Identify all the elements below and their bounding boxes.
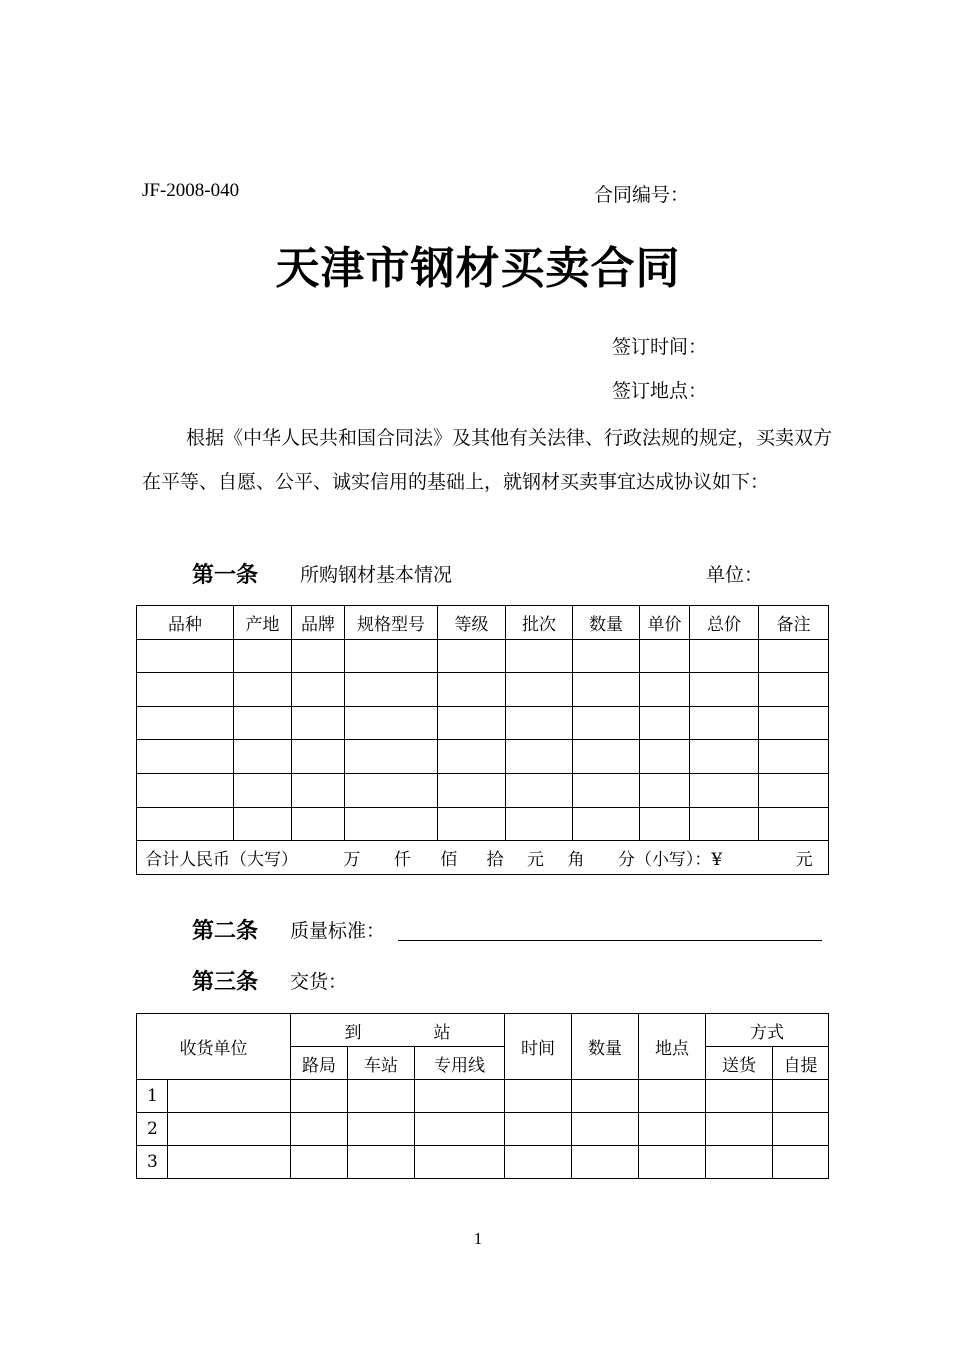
- table-cell[interactable]: [291, 1113, 348, 1146]
- table-cell[interactable]: [505, 1113, 572, 1146]
- header-cell: 等级: [438, 606, 506, 640]
- table-header-row: [137, 606, 829, 640]
- intro-text: 根据《中华人民共和国合同法》及其他有关法律、行政法规的规定，买卖双方在平等、自愿、公平、诚实信用的基础上，就钢材买卖事宜达成协议如下：: [142, 427, 833, 493]
- header-cell: 品种: [137, 606, 234, 640]
- unit-qian: 仟: [393, 849, 411, 870]
- table-cell[interactable]: [773, 1113, 829, 1146]
- unit-bai: 佰: [440, 849, 458, 870]
- table-cell[interactable]: [291, 1146, 348, 1179]
- table-cell[interactable]: [292, 673, 345, 707]
- table-cell[interactable]: [345, 706, 438, 740]
- contract-number-label: 合同编号：: [594, 184, 690, 206]
- table-cell[interactable]: [137, 673, 234, 707]
- method-header: 方式: [706, 1014, 829, 1047]
- table-cell[interactable]: [572, 1113, 639, 1146]
- table-cell[interactable]: [505, 1080, 572, 1113]
- table-cell[interactable]: [572, 1080, 639, 1113]
- table-cell[interactable]: [438, 673, 506, 707]
- table-cell[interactable]: [438, 639, 506, 673]
- table-cell[interactable]: [759, 639, 829, 673]
- table-cell[interactable]: [234, 807, 292, 841]
- total-label: 合计人民币（大写）: [145, 849, 298, 870]
- total-amount-cell[interactable]: [137, 841, 829, 875]
- table-cell[interactable]: [137, 807, 234, 841]
- table-cell[interactable]: [234, 673, 292, 707]
- unit-yuan: 元: [527, 849, 545, 870]
- table-cell[interactable]: [348, 1146, 415, 1179]
- header-cell: 规格型号: [345, 606, 438, 640]
- table-cell[interactable]: [640, 807, 690, 841]
- to-station-char2: 站: [433, 1022, 451, 1043]
- table-row: [137, 706, 829, 740]
- table-cell[interactable]: [234, 773, 292, 807]
- row-number: 1: [137, 1080, 168, 1113]
- signing-time-label: 签订时间：: [612, 336, 708, 358]
- header-cell: 总价: [690, 606, 759, 640]
- table-cell[interactable]: [234, 740, 292, 774]
- table-row: [137, 807, 829, 841]
- table-cell[interactable]: [690, 740, 759, 774]
- table-cell[interactable]: [345, 639, 438, 673]
- table-cell[interactable]: [438, 706, 506, 740]
- unit-label: 单位：: [706, 564, 764, 586]
- article2-text: 质量标准：: [290, 920, 386, 942]
- page-number: 1: [473, 1229, 483, 1248]
- table-cell[interactable]: [640, 639, 690, 673]
- table-cell[interactable]: [639, 1113, 706, 1146]
- time-header: 时间: [505, 1014, 572, 1080]
- table-cell[interactable]: [345, 773, 438, 807]
- table-row: [137, 673, 829, 707]
- table-cell[interactable]: [292, 740, 345, 774]
- table-row: [137, 1113, 829, 1146]
- table-cell[interactable]: [506, 673, 573, 707]
- table-cell[interactable]: [640, 706, 690, 740]
- table-cell[interactable]: [706, 1113, 773, 1146]
- receiver-header: 收货单位: [137, 1014, 291, 1080]
- table-cell[interactable]: [415, 1146, 505, 1179]
- article3-text: 交货：: [290, 971, 348, 993]
- table-cell[interactable]: [572, 1146, 639, 1179]
- table-cell[interactable]: [706, 1080, 773, 1113]
- table-cell[interactable]: [506, 639, 573, 673]
- article3-heading: 第三条: [192, 970, 259, 995]
- table-cell[interactable]: [506, 773, 573, 807]
- header-cell: 品牌: [292, 606, 345, 640]
- to-station-header: [291, 1014, 505, 1047]
- table-cell[interactable]: [573, 773, 640, 807]
- table-cell[interactable]: [573, 740, 640, 774]
- header-cell: 产地: [234, 606, 292, 640]
- table-cell[interactable]: [759, 740, 829, 774]
- table-cell[interactable]: [137, 639, 234, 673]
- small-amount-label: 分（小写）：¥: [617, 849, 723, 870]
- table-cell[interactable]: [759, 773, 829, 807]
- signing-place-label: 签订地点：: [612, 380, 708, 402]
- table-cell[interactable]: [573, 807, 640, 841]
- table-cell[interactable]: [168, 1113, 291, 1146]
- total-row: [137, 841, 829, 875]
- table-cell[interactable]: [292, 706, 345, 740]
- table-cell[interactable]: [759, 807, 829, 841]
- table-cell[interactable]: [759, 706, 829, 740]
- table-row: [137, 740, 829, 774]
- table-cell[interactable]: [168, 1080, 291, 1113]
- table-cell[interactable]: [438, 807, 506, 841]
- quantity-header: 数量: [572, 1014, 639, 1080]
- unit-wan: 万: [343, 849, 361, 870]
- table-cell[interactable]: [640, 673, 690, 707]
- article1-text: 所购钢材基本情况: [300, 564, 453, 586]
- unit-shi: 拾: [486, 849, 504, 870]
- table-cell[interactable]: [773, 1080, 829, 1113]
- table-cell[interactable]: [438, 773, 506, 807]
- table-cell[interactable]: [234, 639, 292, 673]
- table-cell[interactable]: [345, 673, 438, 707]
- table-cell[interactable]: [348, 1113, 415, 1146]
- table-cell[interactable]: [506, 740, 573, 774]
- table-row: [137, 639, 829, 673]
- intro-paragraph: [142, 416, 832, 504]
- table-cell[interactable]: [345, 807, 438, 841]
- table-cell[interactable]: [640, 740, 690, 774]
- header-cell: 单价: [640, 606, 690, 640]
- steel-info-table: [136, 605, 829, 875]
- header-cell: 批次: [506, 606, 573, 640]
- unit-jiao: 角: [567, 849, 585, 870]
- pickup-header: 自提: [773, 1047, 829, 1080]
- article2-heading: 第二条: [192, 919, 259, 944]
- table-cell[interactable]: [639, 1080, 706, 1113]
- table-cell[interactable]: [690, 706, 759, 740]
- table-cell[interactable]: [639, 1146, 706, 1179]
- article1-heading: 第一条: [192, 563, 259, 588]
- table-cell[interactable]: [292, 639, 345, 673]
- private-line-header: 专用线: [415, 1047, 505, 1080]
- document-code: JF-2008-040: [142, 180, 240, 201]
- table-cell[interactable]: [168, 1146, 291, 1179]
- table-cell[interactable]: [291, 1080, 348, 1113]
- table-cell[interactable]: [573, 639, 640, 673]
- table-cell[interactable]: [506, 706, 573, 740]
- table-cell[interactable]: [348, 1080, 415, 1113]
- delivery-table: [136, 1013, 829, 1179]
- place-header: 地点: [639, 1014, 706, 1080]
- table-cell[interactable]: [690, 673, 759, 707]
- table-header-row: [137, 1014, 829, 1047]
- table-cell[interactable]: [438, 740, 506, 774]
- page-title: 天津市钢材买卖合同: [275, 243, 681, 294]
- table-cell[interactable]: [640, 773, 690, 807]
- table-cell[interactable]: [690, 773, 759, 807]
- table-row: [137, 1080, 829, 1113]
- table-cell[interactable]: [137, 706, 234, 740]
- row-number: 2: [137, 1113, 168, 1146]
- table-cell[interactable]: [506, 807, 573, 841]
- station-header: 车站: [348, 1047, 415, 1080]
- table-cell[interactable]: [573, 673, 640, 707]
- table-cell[interactable]: [137, 773, 234, 807]
- table-cell[interactable]: [690, 639, 759, 673]
- row-number: 3: [137, 1146, 168, 1179]
- table-cell[interactable]: [345, 740, 438, 774]
- table-cell[interactable]: [773, 1146, 829, 1179]
- delivery-header: 送货: [706, 1047, 773, 1080]
- quality-standard-field[interactable]: [398, 940, 822, 941]
- table-cell[interactable]: [690, 807, 759, 841]
- railway-bureau-header: 路局: [291, 1047, 348, 1080]
- table-row: [137, 773, 829, 807]
- table-cell[interactable]: [415, 1113, 505, 1146]
- table-cell[interactable]: [706, 1146, 773, 1179]
- table-cell[interactable]: [573, 706, 640, 740]
- table-row: [137, 1146, 829, 1179]
- to-station-char1: 到: [344, 1022, 362, 1043]
- header-cell: 备注: [759, 606, 829, 640]
- unit-yuan-small: 元: [795, 849, 813, 870]
- table-cell[interactable]: [415, 1080, 505, 1113]
- table-cell[interactable]: [505, 1146, 572, 1179]
- table-cell[interactable]: [137, 740, 234, 774]
- header-cell: 数量: [573, 606, 640, 640]
- table-cell[interactable]: [759, 673, 829, 707]
- table-cell[interactable]: [292, 807, 345, 841]
- table-cell[interactable]: [292, 773, 345, 807]
- table-cell[interactable]: [234, 706, 292, 740]
